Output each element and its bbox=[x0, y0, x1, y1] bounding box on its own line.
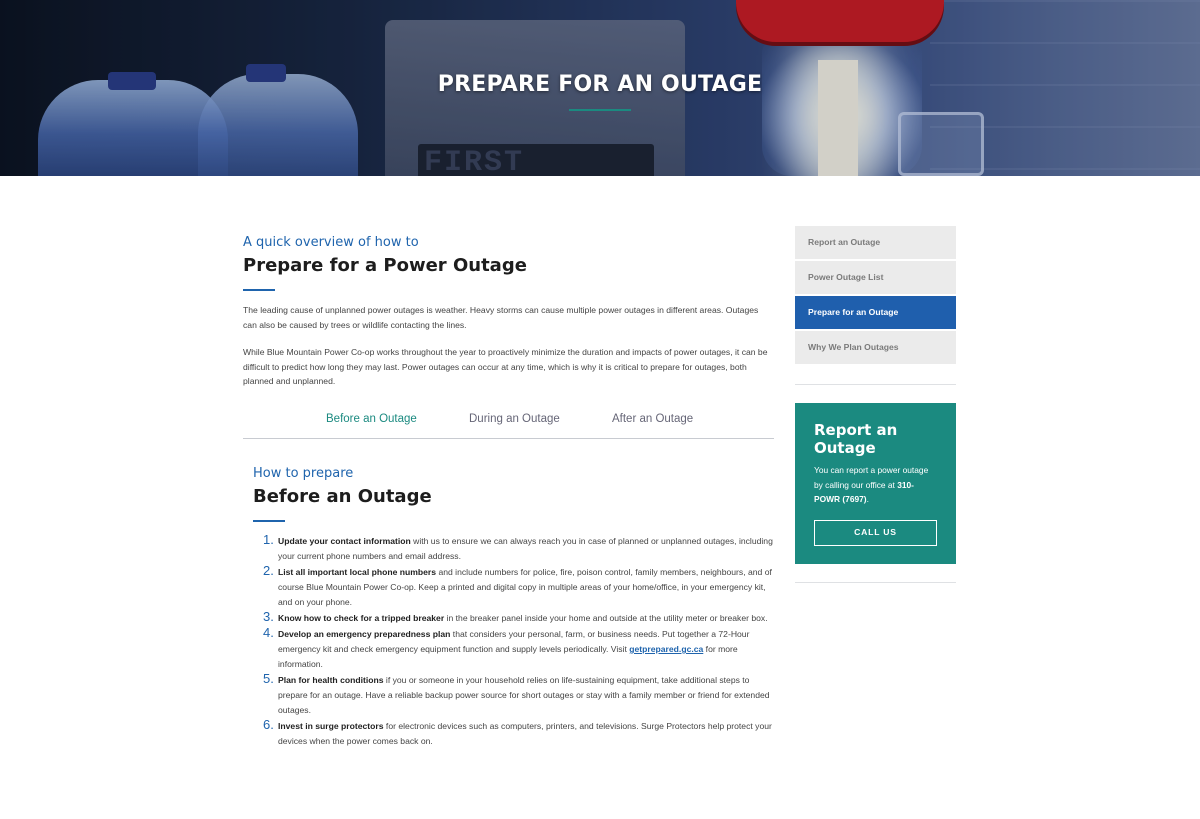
step-text-after: for more information. bbox=[278, 644, 738, 669]
step-title: Invest in surge protectors bbox=[278, 721, 384, 731]
card-title: Report an Outage bbox=[814, 421, 898, 457]
getprepared-link[interactable]: getprepared.gc.ca bbox=[629, 644, 704, 654]
card-text-intro: You can report a power outage by calling our office at bbox=[814, 465, 929, 490]
sidebar-item-prepare-outage[interactable]: Prepare for an Outage bbox=[795, 296, 956, 329]
list-item bbox=[263, 719, 774, 749]
step-number: 2. bbox=[263, 563, 274, 578]
step-number: 6. bbox=[263, 717, 274, 732]
step-title: Develop an emergency preparedness plan bbox=[278, 629, 451, 639]
sidebar-divider bbox=[795, 582, 956, 583]
intro-eyebrow: A quick overview of how to bbox=[243, 235, 419, 250]
hero-title: PREPARE FOR AN OUTAGE bbox=[437, 72, 763, 97]
intro-heading: Prepare for a Power Outage bbox=[243, 255, 527, 276]
step-text: that considers your personal, farm, or business needs. Put together a 72-Hour emergency kit and check emergency equipment function and supply levels periodically. Visit bbox=[278, 629, 750, 654]
hero-title-underline bbox=[569, 109, 631, 111]
sidebar-item-why-plan-outages[interactable]: Why We Plan Outages bbox=[795, 331, 956, 364]
section-heading: Before an Outage bbox=[253, 486, 432, 507]
card-text-end: . bbox=[866, 494, 869, 504]
list-item bbox=[263, 611, 774, 626]
step-number: 3. bbox=[263, 609, 274, 624]
heading-underline bbox=[243, 289, 275, 291]
sidebar-item-report-outage[interactable]: Report an Outage bbox=[795, 226, 956, 259]
step-title: List all important local phone numbers bbox=[278, 567, 437, 577]
hero-banner bbox=[0, 0, 1200, 176]
step-number: 1. bbox=[263, 532, 274, 547]
step-text: if you or someone in your household relies on life-sustaining equipment, take additional steps to prepare for an outage. Have a reliable backup power source for short outages or stay with a family member or friend for extended outages. bbox=[278, 675, 770, 715]
step-number: 4. bbox=[263, 625, 274, 640]
preparation-steps-list bbox=[263, 534, 774, 750]
call-us-button[interactable]: CALL US bbox=[814, 520, 937, 546]
step-text: with us to ensure we can always reach you in case of planned or unplanned outages, including your current phone numbers and email address. bbox=[278, 536, 773, 561]
intro-paragraph: The leading cause of unplanned power outages is weather. Heavy storms can cause multiple power outages in different areas. Outages can also be caused by trees or wildlife contacting the lines. bbox=[243, 305, 759, 330]
sidebar bbox=[795, 226, 956, 537]
sidebar-divider bbox=[795, 384, 956, 385]
tab-after-outage[interactable]: After an Outage bbox=[612, 413, 694, 425]
outage-tabs bbox=[243, 411, 774, 439]
step-title: Plan for health conditions bbox=[278, 675, 384, 685]
step-number: 5. bbox=[263, 671, 274, 686]
report-outage-card bbox=[795, 403, 956, 564]
step-text: in the breaker panel inside your home and outside at the utility meter or breaker box. bbox=[444, 613, 768, 623]
card-text bbox=[814, 463, 937, 507]
sidebar-item-power-outage-list[interactable]: Power Outage List bbox=[795, 261, 956, 294]
list-item bbox=[263, 673, 774, 718]
box-label-text: FIRST bbox=[424, 146, 525, 176]
tab-during-outage[interactable]: During an Outage bbox=[469, 413, 560, 425]
list-item bbox=[263, 565, 774, 610]
card-phone-number: 310-POWR (7697) bbox=[814, 479, 914, 504]
list-item bbox=[263, 627, 774, 672]
intro-paragraph: While Blue Mountain Power Co-op works throughout the year to proactively minimize the duration and impacts of power outages, it can be difficult to predict how long they may last. Power outages can occur at any time, which is why it is critical to prepare for outages, both planned and unplanned. bbox=[243, 347, 768, 387]
step-title: Know how to check for a tripped breaker bbox=[278, 613, 445, 623]
tab-before-outage[interactable]: Before an Outage bbox=[326, 413, 417, 425]
step-text: and include numbers for police, fire, poison control, family members, neighbours, and of course Blue Mountain Power Co-op. Keep a printed and digital copy in multiple areas of your home/office, in your emergency kit, and on your phone. bbox=[278, 567, 772, 607]
section-heading-underline bbox=[253, 520, 285, 522]
step-title: Update your contact information bbox=[278, 536, 411, 546]
list-item bbox=[263, 534, 774, 564]
section-eyebrow: How to prepare bbox=[253, 466, 354, 481]
step-text: for electronic devices such as computers, printers, and televisions. Surge Protectors help protect your devices when the power comes back on. bbox=[278, 721, 772, 746]
